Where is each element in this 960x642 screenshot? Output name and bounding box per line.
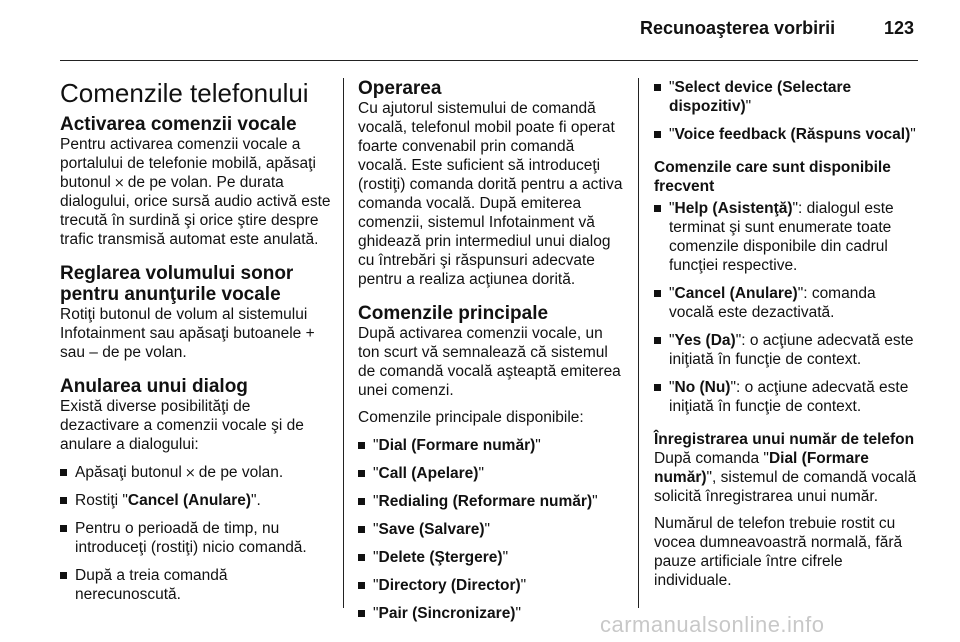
page-title: Comenzile telefonului: [60, 78, 309, 108]
section-operation: [358, 78, 626, 289]
section-heading: Operarea: [358, 78, 442, 99]
column-divider-1: [343, 78, 344, 608]
list-item: "Select device (Selectare dispozitiv)": [654, 78, 922, 116]
list-item: Rostiţi "Cancel (Anulare)".: [60, 491, 332, 510]
paragraph: Cu ajutorul sistemului de comandă vocală, telefonul mobil poate fi operat foarte convenabil prin comandă vocală. Este suficient să introduceţi (rostiţi) comanda dorită pentru a activa comanda vocală. După emiterea comenzii, sistemul Infotainment vă ghidează prin intermediul unui dialog cu întrebări şi răspunsuri adecvate pentru a realiza acţiunea dorită.: [358, 100, 623, 288]
list-item: "Save (Salvare)": [358, 520, 626, 539]
section-frequent-commands: [654, 158, 922, 416]
list-item: "Directory (Director)": [358, 576, 626, 595]
column-divider-2: [638, 78, 639, 608]
list-item: "Yes (Da)": o acţiune adecvată este iniţiată în funcţie de context.: [654, 331, 922, 369]
paragraph: Pentru activarea comenzii vocale a portalului de telefonie mobilă, apăsaţi butonul ⨯ de pe volan. Pe durata dialogului, orice sursă audio activă este trecută în surdină şi orice ştire despre trafic transmisă automat este anulată.: [60, 136, 331, 248]
section-heading: Anularea unui dialog: [60, 376, 248, 397]
paragraph: Comenzile principale disponibile:: [358, 409, 584, 426]
list-item: "No (Nu)": o acţiune adecvată este iniţiată în funcţie de context.: [654, 378, 922, 416]
end-call-button-icon: ⨯: [184, 465, 196, 480]
section-heading: Reglarea volumului sonor pentru anunţurile vocale: [60, 263, 294, 305]
column-2: [358, 78, 626, 623]
section-record-number: [654, 430, 922, 590]
paragraph: Există diverse posibilităţi de dezactivare a comenzii vocale şi de anulare a dialogului:: [60, 398, 304, 453]
list-item: "Delete (Ştergere)": [358, 548, 626, 567]
watermark: carmanualsonline.info: [600, 612, 825, 637]
section-heading: Activarea comenzii vocale: [60, 114, 297, 135]
list-item: Pentru o perioadă de timp, nu introduceţi (rostiţi) nicio comandă.: [60, 519, 332, 557]
section-heading: Înregistrarea unui număr de telefon: [654, 431, 915, 448]
section-cancel-dialog: [60, 376, 332, 604]
section-heading: Comenzile principale: [358, 303, 549, 324]
section-heading: Comenzile care sunt disponibile frecvent: [654, 159, 891, 195]
list-item: Apăsaţi butonul ⨯ de pe volan.: [60, 463, 332, 482]
page-number: 123: [884, 18, 915, 38]
list-item: "Redialing (Reformare număr)": [358, 492, 626, 511]
paragraph: După activarea comenzii vocale, un ton scurt vă semnalează că sistemul de comandă vocală aşteaptă emiterea unei comenzi.: [358, 325, 621, 399]
list-item: "Dial (Formare număr)": [358, 436, 626, 455]
section-activation: [60, 114, 332, 249]
paragraph: După comanda "Dial (Formare număr)", sistemul de comandă vocală solicită înregistrarea unui număr.: [654, 450, 917, 505]
list-item: "Pair (Sincronizare)": [358, 604, 626, 623]
list-item: "Help (Asistenţă)": dialogul este terminat şi sunt enumerate toate comenzile disponibile din cadrul funcţiei respective.: [654, 199, 922, 275]
header-title: Recunoaşterea vorbirii: [640, 18, 836, 38]
list-item: După a treia comandă nerecunoscută.: [60, 566, 332, 604]
paragraph: Rotiţi butonul de volum al sistemului Infotainment sau apăsaţi butoanele + sau – de pe volan.: [60, 306, 315, 361]
section-main-commands: [358, 303, 626, 623]
list-item: "Cancel (Anulare)": comanda vocală este dezactivată.: [654, 284, 922, 322]
column-1: [60, 78, 332, 604]
list-item: "Voice feedback (Răspuns vocal)": [654, 125, 922, 144]
list-item: "Call (Apelare)": [358, 464, 626, 483]
column-3: [654, 78, 922, 590]
voice-button-icon: ⨯: [113, 175, 125, 190]
section-volume: [60, 263, 332, 362]
paragraph: Numărul de telefon trebuie rostit cu vocea dumneavoastră normală, fără pauze artificiale între cifrele individuale.: [654, 515, 903, 589]
header-divider: [60, 60, 918, 61]
